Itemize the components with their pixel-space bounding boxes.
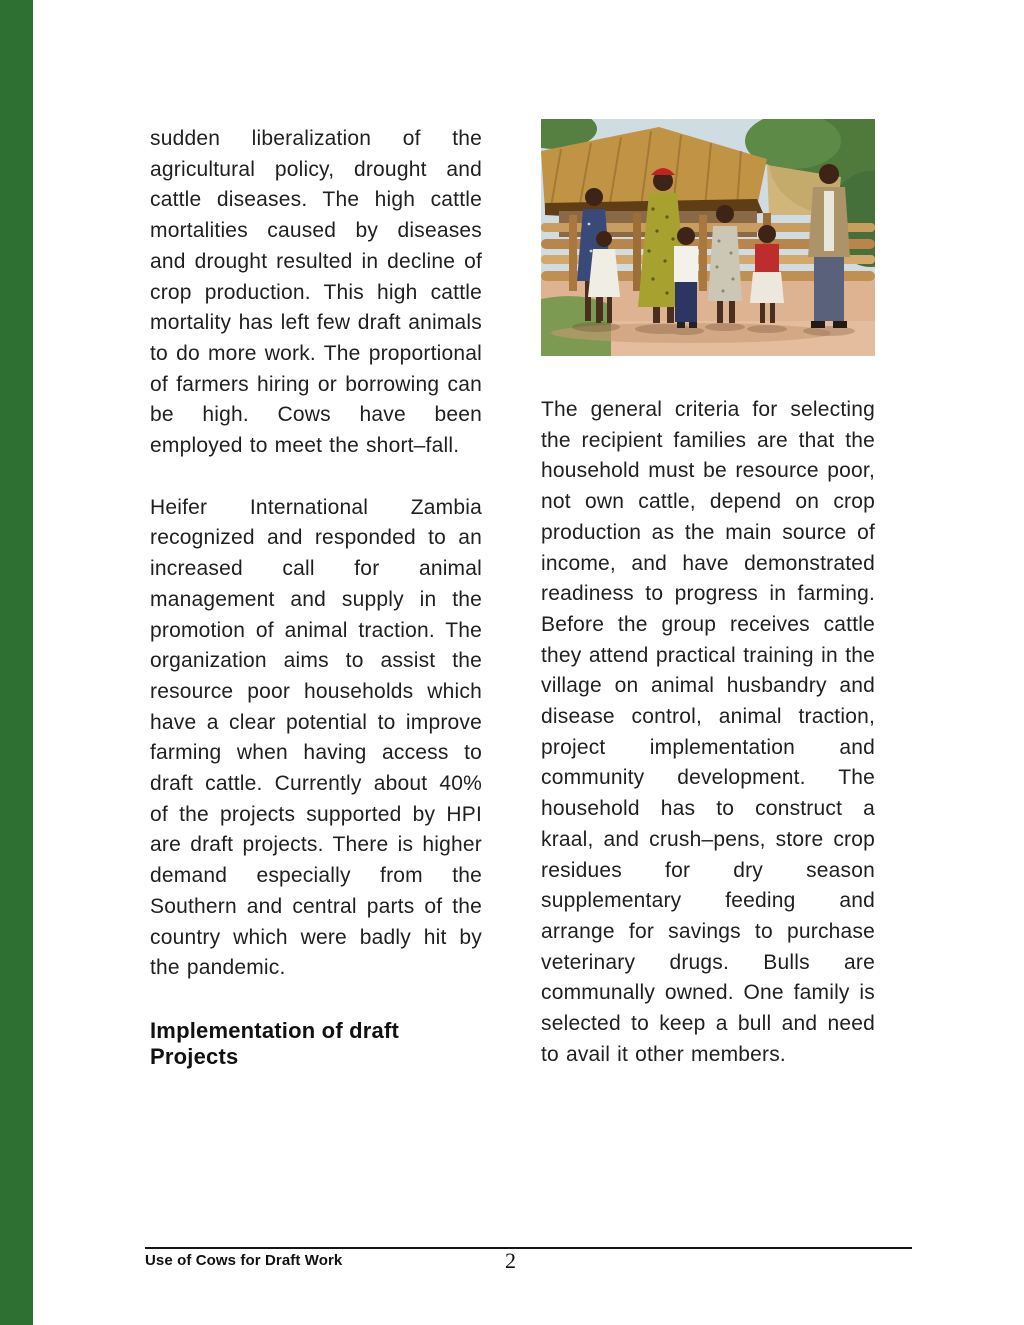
page-edge-strip [0,0,33,1325]
footer-doc-title: Use of Cows for Draft Work [145,1252,343,1269]
family-photo [541,119,875,356]
section-heading-implementation: Implementation of draft Projects [150,1017,400,1069]
paragraph-heifer-international: Heifer International Zambia recognized and responded to an increased call for animal management and supply in the promotion of animal traction. The organization aims to assist the resource poor households which have a clear potential to improve farming when having access to draft cattle. Currently about 40% of the projects supported by HPI are draft projects. There is higher demand especially from the Southern and central parts of the country which were badly hit by the pandemic. [150,495,482,980]
page-footer [145,1247,912,1273]
person-father [808,164,850,328]
left-column [150,124,482,1070]
footer-page-number: 2 [505,1248,516,1273]
paragraph-cattle-mortality: sudden liberalization of the agricultural policy, drought and cattle diseases. The high cattle mortalities caused by diseases and drought resulted in decline of crop production. This high cattle mortality has left few draft animals to do more work. The proportional of farmers hiring or borrowing can be high. Cows have been employed to meet the short–fall. [150,127,482,458]
right-column [541,119,875,1070]
family-photo-illustration [541,119,875,356]
paragraph-selection-criteria: The general criteria for selecting the recipient families are that the household must be resource poor, not own cattle, depend on crop production as the main source of income, and have demonstrated readiness to progress in farming. Before the group receives cattle they attend practical training in the village on animal husbandry and disease control, animal traction, project implementation and community development. The household has to construct a kraal, and crush–pens, store crop residues for dry season supplementary feeding and arrange for savings to purchase veterinary drugs. Bulls are communally owned. One family is selected to keep a bull and need to avail it other members. [541,398,875,1066]
